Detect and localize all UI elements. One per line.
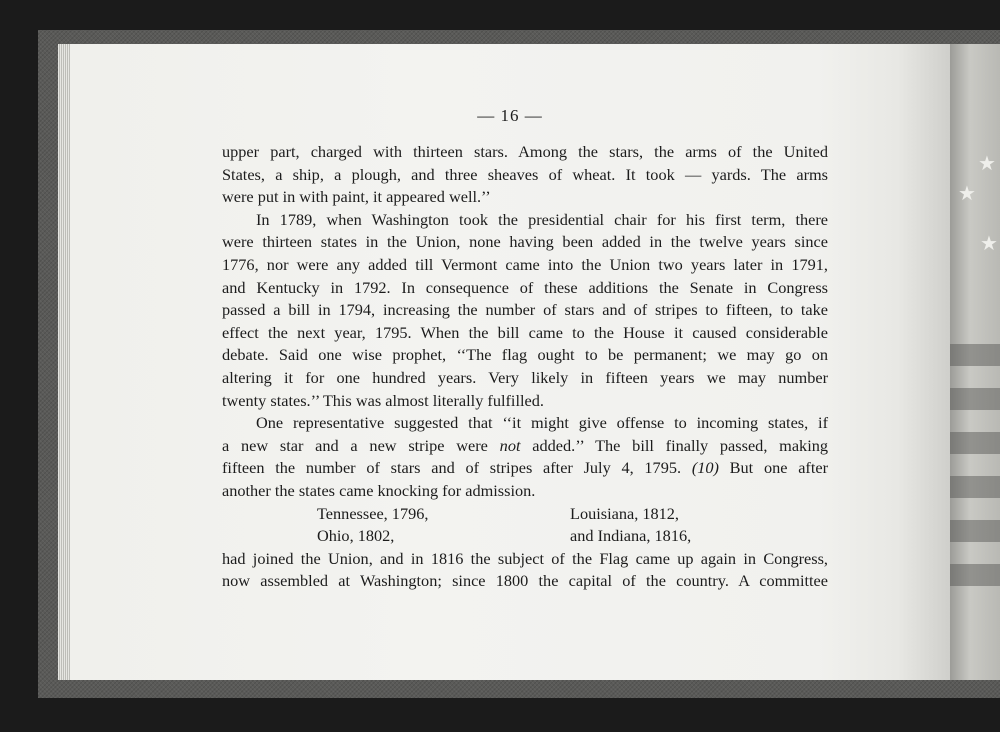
text-line: upper part, charged with thirteen stars. Among the stars, the arms of the United [222, 142, 828, 161]
page-text [222, 141, 828, 593]
text-segment: fifteen the number of stars and of stripes after July 4, 1795. [222, 458, 682, 478]
flag-stripe [950, 432, 1000, 454]
flag-star-icon: ★ [958, 183, 976, 205]
text-line: and Kentucky in 1792. In consequence of these additions the Senate in Congress [222, 277, 828, 297]
flag-stripe [950, 344, 1000, 366]
flag-stripe [950, 388, 1000, 410]
note-reference: (10) [691, 458, 719, 478]
text-line: 1776, nor were any added till Vermont came into the Union two years later in 1791, [222, 254, 828, 274]
text-line [222, 457, 828, 480]
text-line: another the states came knocking for admission. [222, 480, 536, 500]
flag-stripe [950, 520, 1000, 542]
text-line: altering it for one hundred years. Very likely in fifteen years we may number [222, 367, 828, 387]
flag-stripe [950, 476, 1000, 498]
text-line: In 1789, when Washington took the presidential chair for his first term, there [256, 209, 828, 229]
text-line: twenty states.’’ This was almost literally fulfilled. [222, 390, 544, 410]
text-segment: added.’’ The bill finally passed, making [520, 435, 828, 455]
text-line: States, a ship, a plough, and three sheaves of wheat. It took — yards. The arms [222, 164, 828, 184]
state-entry: Tennessee, 1796, [317, 503, 429, 523]
state-entry: and Indiana, 1816, [570, 526, 692, 546]
flag-star-icon: ★ [980, 233, 998, 255]
states-list-row [222, 503, 828, 526]
text-line: had joined the Union, and in 1816 the subject of the Flag came up again in Congress, [222, 548, 828, 568]
page-number: — 16 — [477, 106, 543, 125]
text-line: debate. Said one wise prophet, ‘‘The flag ought to be permanent; we may go on [222, 345, 828, 365]
flag-stripe [950, 564, 1000, 586]
facing-page-flag-illustration [950, 44, 1000, 680]
text-line: effect the next year, 1795. When the bill came to the House it caused considerable [222, 322, 828, 342]
text-line: now assembled at Washington; since 1800 the capital of the country. A committee [222, 571, 828, 591]
text-segment: But one after [718, 458, 829, 478]
book-page [70, 44, 950, 680]
state-entry: Louisiana, 1812, [570, 503, 679, 523]
text-line: were put in with paint, it appeared well.’’ [222, 187, 491, 207]
emphasis-text: not [499, 435, 521, 455]
states-list-row [222, 525, 828, 548]
text-line: were thirteen states in the Union, none having been added in the twelve years since [222, 232, 828, 252]
text-line: passed a bill in 1794, increasing the number of stars and of stripes to fifteen, to take [222, 300, 828, 320]
flag-star-icon: ★ [978, 153, 996, 175]
text-line: One representative suggested that ‘‘it might give offense to incoming states, if [256, 413, 828, 433]
state-entry: Ohio, 1802, [317, 526, 395, 546]
page-edge-stack [58, 44, 70, 680]
text-segment: a new star and a new stripe were [222, 435, 488, 455]
text-line [222, 435, 828, 458]
